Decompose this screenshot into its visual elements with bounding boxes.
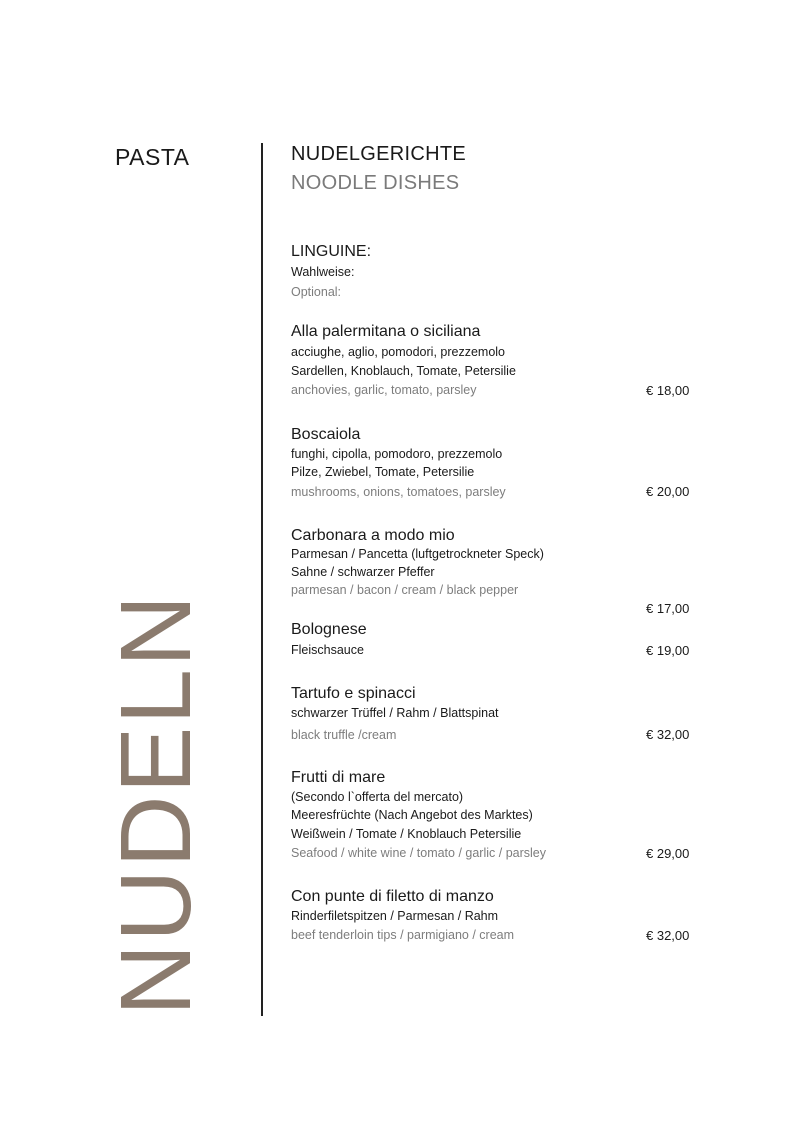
dish-name: Tartufo e spinacci — [291, 685, 416, 702]
dish-price: € 19,00 — [646, 643, 690, 658]
dish-price: € 29,00 — [646, 846, 690, 861]
dish-german: Parmesan / Pancetta (luftgetrockneter Speck) — [291, 547, 544, 561]
dish-italian: acciughe, aglio, pomodori, prezzemolo — [291, 345, 506, 359]
dish-price: € 32,00 — [646, 727, 690, 742]
dish-german: Fleischsauce — [291, 643, 364, 657]
dish-english: anchovies, garlic, tomato, parsley — [291, 383, 477, 397]
intro-line-english: Optional: — [291, 285, 342, 299]
dish-english: Seafood / white wine / tomato / garlic / parsley — [291, 846, 546, 860]
dish-german: Sahne / schwarzer Pfeffer — [291, 565, 435, 579]
intro-title: LINGUINE: — [291, 243, 372, 260]
dish-english: beef tenderloin tips / parmigiano / cream — [291, 928, 515, 942]
dish-german: Meeresfrüchte (Nach Angebot des Marktes) — [291, 808, 533, 822]
heading-german: NUDELGERICHTE — [291, 143, 467, 165]
intro-line-german: Wahlweise: — [291, 265, 355, 279]
dish-name: Carbonara a modo mio — [291, 527, 455, 544]
dish-name: Bolognese — [291, 621, 367, 638]
dish-english: mushrooms, onions, tomatoes, parsley — [291, 485, 506, 499]
dish-german: schwarzer Trüffel / Rahm / Blattspinat — [291, 706, 499, 720]
vertical-title: NUDELN — [100, 592, 212, 1016]
dish-italian: funghi, cipolla, pomodoro, prezzemolo — [291, 447, 503, 461]
dish-name: Con punte di filetto di manzo — [291, 888, 494, 905]
dish-english: black truffle /cream — [291, 728, 397, 742]
dish-name: Boscaiola — [291, 426, 361, 443]
heading-english: NOODLE DISHES — [291, 172, 460, 194]
dish-german: Weißwein / Tomate / Knoblauch Petersilie — [291, 827, 522, 841]
dish-price: € 18,00 — [646, 383, 690, 398]
dish-german: Sardellen, Knoblauch, Tomate, Petersilie — [291, 364, 516, 378]
dish-german: Pilze, Zwiebel, Tomate, Petersilie — [291, 465, 475, 479]
dish-italian: (Secondo l`offerta del mercato) — [291, 790, 464, 804]
section-title: PASTA — [115, 144, 190, 170]
dish-price: € 17,00 — [646, 601, 690, 616]
dish-price: € 32,00 — [646, 928, 690, 943]
dish-english: parmesan / bacon / cream / black pepper — [291, 583, 519, 597]
dish-name: Alla palermitana o siciliana — [291, 323, 481, 340]
vertical-divider — [261, 143, 263, 1016]
dish-price: € 20,00 — [646, 484, 690, 499]
dish-german: Rinderfiletspitzen / Parmesan / Rahm — [291, 909, 499, 923]
dish-name: Frutti di mare — [291, 769, 386, 786]
